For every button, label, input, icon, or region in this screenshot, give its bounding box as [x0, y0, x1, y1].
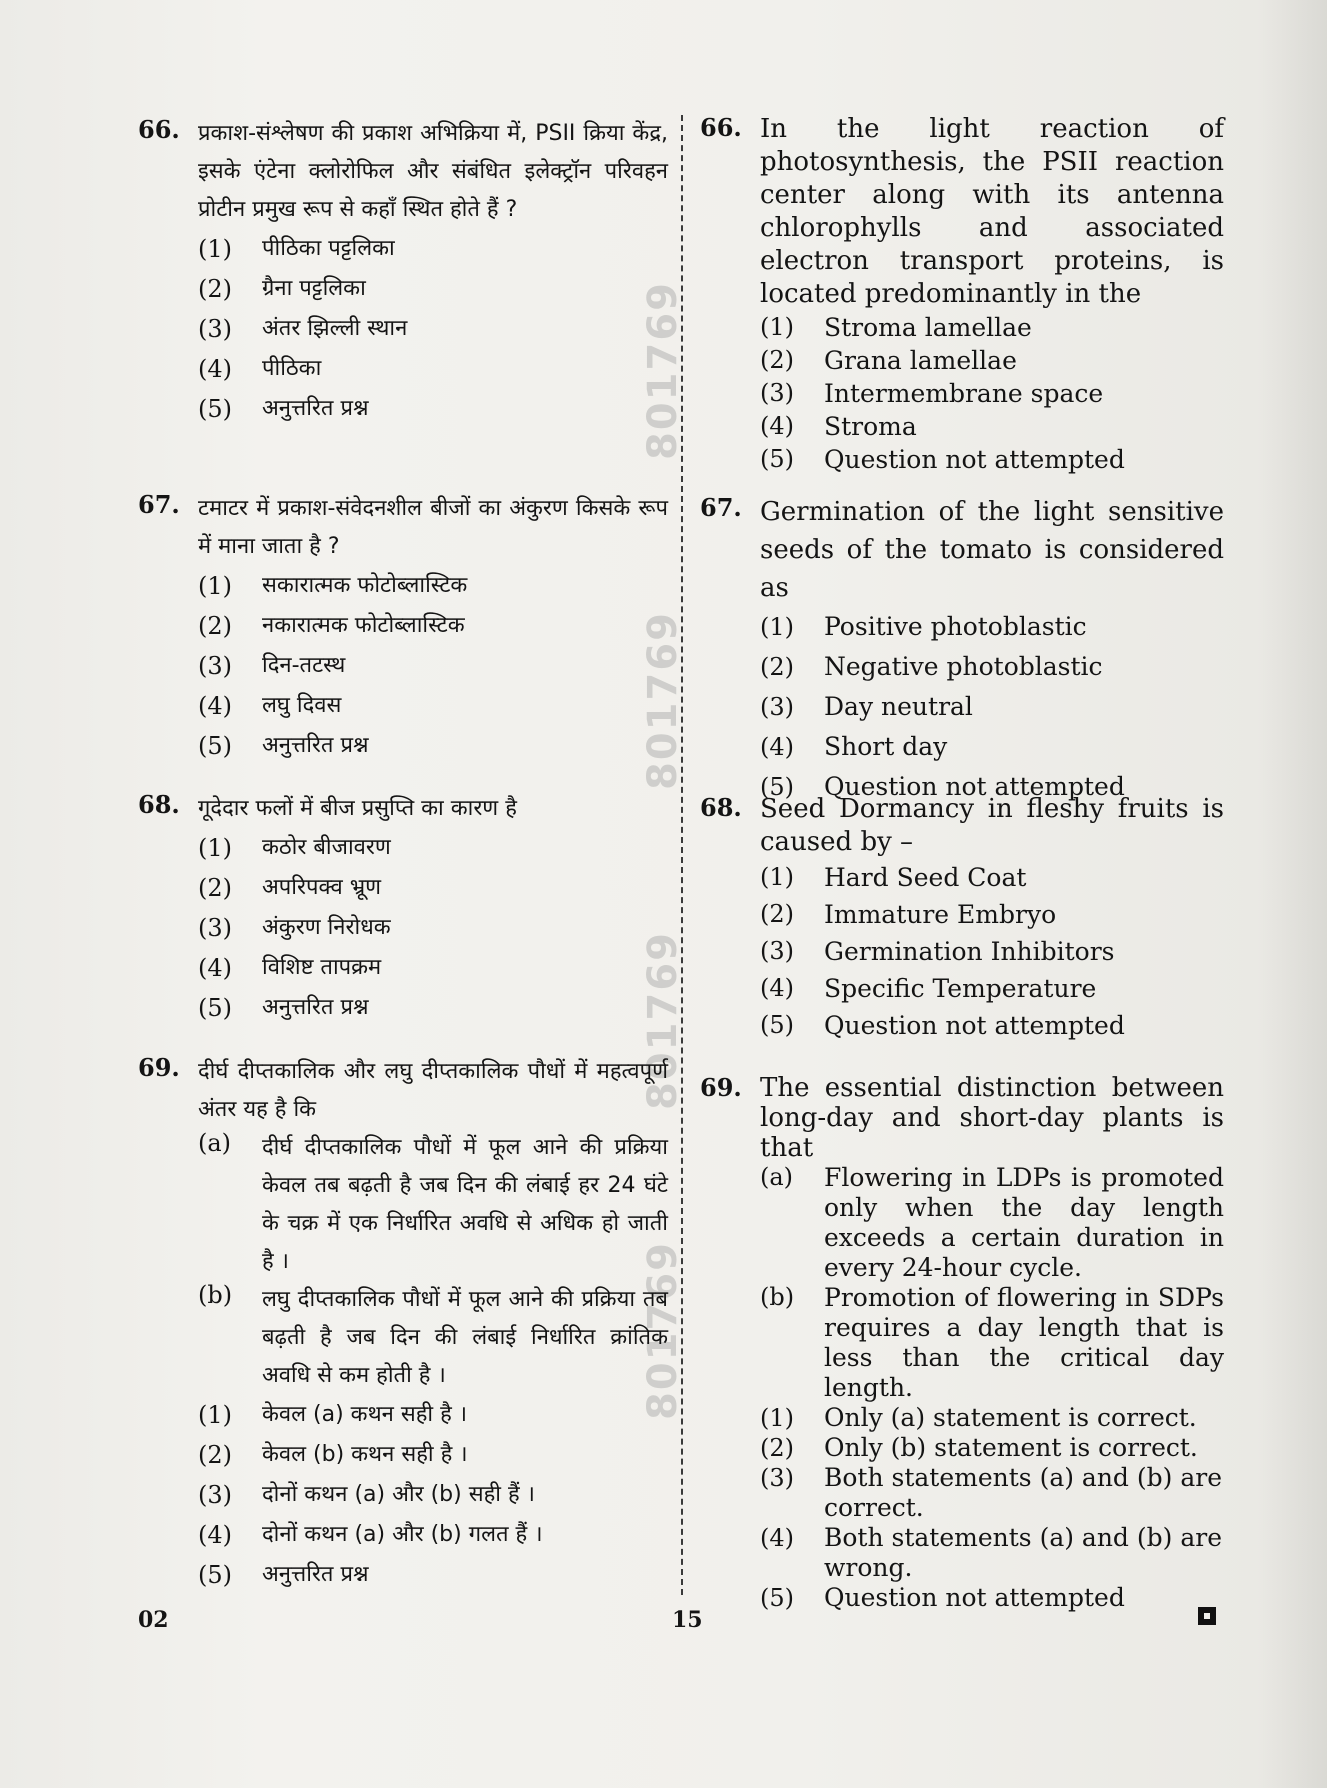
option: (5) अनुत्तरित प्रश्न: [198, 732, 369, 760]
option: (3) Germination Inhibitors: [760, 937, 1115, 966]
page-number: 15: [672, 1607, 703, 1633]
question-number: 68.: [138, 790, 180, 819]
watermark: 801769: [640, 281, 686, 460]
statement: (a) दीर्घ दीप्तकालिक पौधों में फूल आने की प्रक्रिया केवल तब बढ़ती है जब दिन की लंबाई हर 24 घंटे के चक्र में एक निर्धारित अवधि से अधिक हो जाती है ।: [198, 1129, 668, 1274]
option: (2) ग्रैना पट्टलिका: [198, 275, 366, 303]
option: (3) अंतर झिल्ली स्थान: [198, 315, 408, 343]
option: (1) Hard Seed Coat: [760, 863, 1027, 892]
option: (5) Question not attempted: [760, 772, 1125, 801]
option: (4) Stroma: [760, 412, 917, 441]
question-68-english: [700, 793, 1224, 1044]
option: (4) Specific Temperature: [760, 974, 1097, 1003]
option: (1) Only (a) statement is correct.: [760, 1403, 1197, 1432]
page-edge-shadow: [1257, 0, 1327, 1788]
question-text: प्रकाश-संश्लेषण की प्रकाश अभिक्रिया में, PSII क्रिया केंद्र, इसके एंटेना क्लोरोफिल और संबंधित इलेक्ट्रॉन परिवहन प्रोटीन प्रमुख रूप से कहाँ स्थित होते हैं ?: [198, 121, 668, 222]
question-number: 66.: [700, 113, 742, 142]
option: (4) Both statements (a) and (b) are wrong.: [760, 1523, 1222, 1582]
option: (1) Positive photoblastic: [760, 612, 1087, 641]
option: (2) अपरिपक्व भ्रूण: [198, 874, 382, 902]
option: (5) अनुत्तरित प्रश्न: [198, 395, 369, 423]
question-text: Seed Dormancy in fleshy fruits is caused by –: [760, 794, 1224, 857]
option: (3) अंकुरण निरोधक: [198, 914, 391, 942]
option: (2) Immature Embryo: [760, 900, 1057, 929]
option: (4) Short day: [760, 732, 948, 761]
question-number: 69.: [700, 1073, 742, 1102]
option: (4) लघु दिवस: [198, 692, 342, 720]
question-text: टमाटर में प्रकाश-संवेदनशील बीजों का अंकुरण किसके रूप में माना जाता है ?: [198, 496, 668, 559]
statement: (a) Flowering in LDPs is promoted only when the day length exceeds a certain duration in every 24-hour cycle.: [760, 1163, 1224, 1282]
question-66-hindi: [138, 115, 668, 429]
column-divider: [681, 115, 683, 1595]
question-number: 67.: [700, 493, 742, 522]
option: (3) Both statements (a) and (b) are correct.: [760, 1463, 1222, 1522]
question-number: 66.: [138, 115, 180, 144]
question-number: 68.: [700, 793, 742, 822]
option: (4) पीठिका: [198, 355, 322, 383]
question-67-english: [700, 493, 1224, 807]
option: (2) Grana lamellae: [760, 346, 1017, 375]
question-69-english: [700, 1073, 1224, 1613]
question-69-hindi: [138, 1053, 668, 1595]
question-text: In the light reaction of photosynthesis, the PSII reaction center along with its antenna chlorophylls and associated electron transport proteins, is located predominantly in the: [760, 114, 1224, 309]
watermark: 801769: [640, 611, 686, 790]
option: (1) पीठिका पट्टलिका: [198, 235, 395, 263]
booklet-code: 02: [138, 1607, 169, 1633]
option: (3) दिन-तटस्थ: [198, 652, 346, 680]
option: (1) सकारात्मक फोटोब्लास्टिक: [198, 572, 468, 600]
option: (3) दोनों कथन (a) और (b) सही हैं ।: [198, 1481, 535, 1509]
question-67-hindi: [138, 490, 668, 766]
option: (5) Question not attempted: [760, 445, 1125, 474]
option: (4) विशिष्ट तापक्रम: [198, 954, 382, 982]
option: (2) Negative photoblastic: [760, 652, 1103, 681]
option: (5) Question not attempted: [760, 1011, 1125, 1040]
option: (2) Only (b) statement is correct.: [760, 1433, 1198, 1462]
option: (1) केवल (a) कथन सही है ।: [198, 1401, 468, 1429]
option: (2) केवल (b) कथन सही है ।: [198, 1441, 468, 1469]
option: (4) दोनों कथन (a) और (b) गलत हैं ।: [198, 1521, 543, 1549]
question-text: दीर्घ दीप्तकालिक और लघु दीप्तकालिक पौधों में महत्वपूर्ण अंतर यह है कि: [198, 1059, 668, 1122]
option: (5) अनुत्तरित प्रश्न: [198, 994, 369, 1022]
option: (5) अनुत्तरित प्रश्न: [198, 1561, 369, 1589]
question-text: गूदेदार फलों में बीज प्रसुप्ति का कारण है: [198, 796, 517, 821]
question-66-english: [700, 113, 1224, 476]
option: (2) नकारात्मक फोटोब्लास्टिक: [198, 612, 465, 640]
statement: (b) लघु दीप्तकालिक पौधों में फूल आने की प्रक्रिया तब बढ़ती है जब दिन की लंबाई निर्धारित क्रांतिक अवधि से कम होती है ।: [198, 1281, 668, 1388]
statement: (b) Promotion of flowering in SDPs requires a day length that is less than the critical day length.: [760, 1283, 1224, 1402]
square-marker-icon: [1198, 1607, 1216, 1625]
option: (3) Day neutral: [760, 692, 973, 721]
question-number: 67.: [138, 490, 180, 519]
option: (5) Question not attempted: [760, 1583, 1125, 1612]
option: (3) Intermembrane space: [760, 379, 1104, 408]
question-68-hindi: [138, 790, 668, 1028]
watermark: 801769: [640, 1241, 686, 1420]
question-text: The essential distinction between long-day and short-day plants is that: [760, 1073, 1224, 1163]
watermark: 801769: [640, 931, 686, 1110]
question-number: 69.: [138, 1053, 180, 1082]
question-text: Germination of the light sensitive seeds of the tomato is considered as: [760, 497, 1224, 603]
option: (1) Stroma lamellae: [760, 313, 1032, 342]
option: (1) कठोर बीजावरण: [198, 834, 391, 862]
